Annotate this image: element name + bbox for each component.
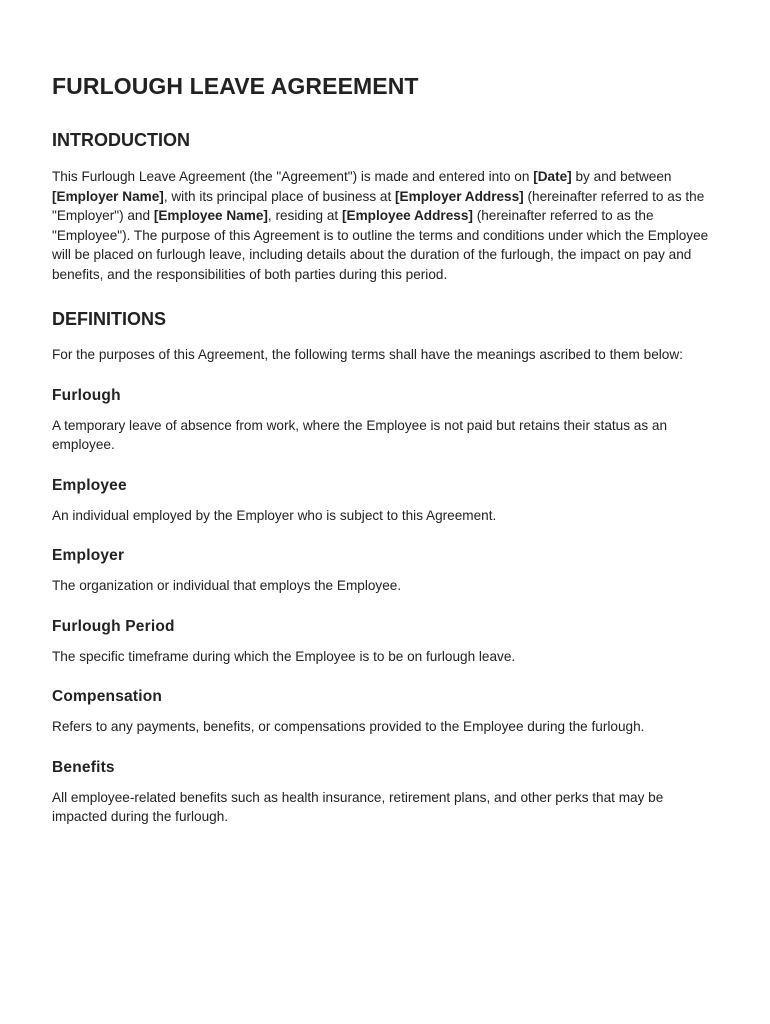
intro-text: by and between <box>571 169 672 184</box>
intro-text: , with its principal place of business at <box>163 188 396 204</box>
employee-name-placeholder: [Employee Name] <box>153 208 268 223</box>
definition-text-furlough: A temporary leave of absence from work, where the Employee is not paid but retains their status as an employee. <box>52 417 668 452</box>
employee-address-placeholder: [Employee Address] <box>341 208 473 223</box>
definition-term-benefits: Benefits <box>52 758 115 776</box>
intro-text: (hereinafter referred to as the "Employee"). The purpose of this Agreement is to outline the terms and conditions under which the Employee will be placed on furlough leave, including details about the duration of the furlough, the impact on pay and benefits, and the responsibilities of both parties during this period. <box>52 208 709 282</box>
definition-term-employer: Employer <box>52 547 125 564</box>
definition-text-employer: The organization or individual that employs the Employee. <box>52 578 402 593</box>
employer-name-placeholder: [Employer Name] <box>52 188 164 204</box>
intro-text: , residing at <box>267 208 342 223</box>
document-title: FURLOUGH LEAVE AGREEMENT <box>52 73 419 99</box>
definition-term-furlough: Furlough <box>52 386 121 404</box>
definition-text-compensation: Refers to any payments, benefits, or compensations provided to the Employee during the furlough. <box>52 719 645 734</box>
definition-text-benefits: All employee-related benefits such as health insurance, retirement plans, and other perks that may be impacted during the furlough. <box>52 789 664 824</box>
definitions-intro: For the purposes of this Agreement, the following terms shall have the meanings ascribed to them below: <box>52 347 683 362</box>
intro-text: This Furlough Leave Agreement (the "Agreement") is made and entered into on <box>52 169 534 184</box>
definition-term-furlough-period: Furlough Period <box>52 617 175 635</box>
definition-term-compensation: Compensation <box>52 688 163 705</box>
introduction-heading: INTRODUCTION <box>52 130 190 150</box>
employer-address-placeholder: [Employer Address] <box>395 188 524 204</box>
definitions-heading: DEFINITIONS <box>52 309 167 329</box>
definition-text-furlough-period: The specific timeframe during which the Employee is to be on furlough leave. <box>52 648 516 664</box>
definition-term-employee: Employee <box>52 476 127 494</box>
definition-text-employee: An individual employed by the Employer who is subject to this Agreement. <box>52 507 497 523</box>
intro-text: (hereinafter referred to as the "Employer") and <box>52 188 705 223</box>
date-placeholder: [Date] <box>533 169 572 184</box>
introduction-paragraph <box>52 167 722 284</box>
